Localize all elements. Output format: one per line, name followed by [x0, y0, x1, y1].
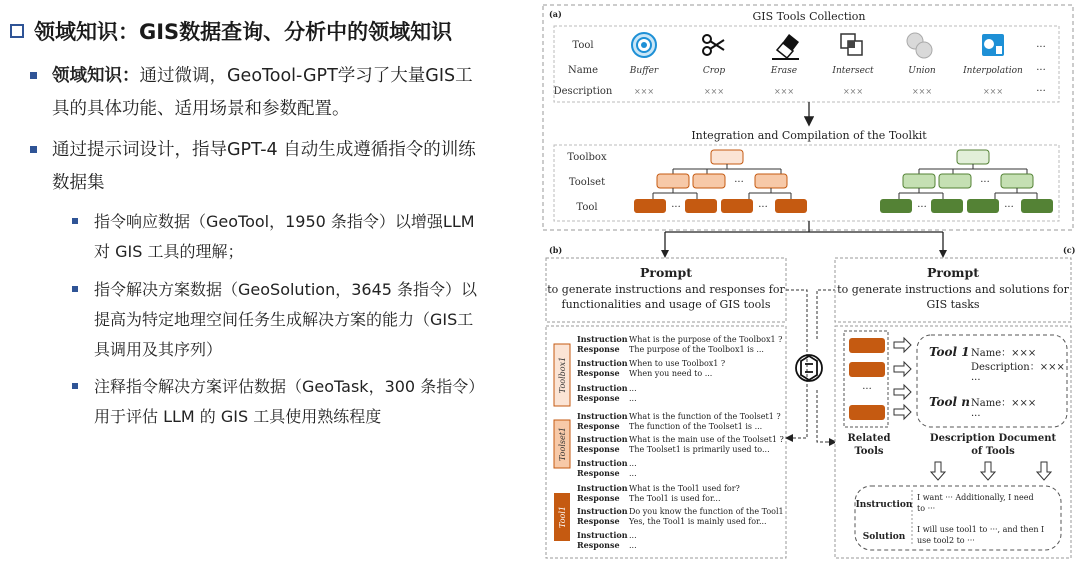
qa-response-label: Response: [577, 540, 620, 550]
tree-ellipsis: ···: [980, 177, 990, 188]
qa-response: ...: [629, 394, 637, 403]
related-tools-label-2: Tools: [854, 446, 884, 457]
tree-ellipsis: ···: [734, 177, 744, 188]
qa-response-label: Response: [577, 444, 620, 454]
bullet-label: 领域知识：: [52, 66, 140, 86]
qa-instruction-label: Instruction: [577, 383, 628, 393]
qa-instruction: When to use Toolbox1 ?: [629, 359, 726, 368]
related-tool-block: [849, 338, 885, 353]
square-bullet-icon: [72, 286, 78, 292]
doc-tool-n: Tool n: [929, 395, 971, 409]
panel-c-tag: (c): [1063, 245, 1076, 255]
side-label-toolset-text: Toolset1: [558, 426, 567, 462]
gpt-to-c-dashed: [817, 390, 829, 442]
qa-response-label: Response: [577, 393, 620, 403]
row-label-description: Description: [553, 86, 613, 97]
tools-collection-title: GIS Tools Collection: [752, 10, 866, 23]
qa-instruction: ...: [629, 531, 637, 540]
qa-response-label: Response: [577, 421, 620, 431]
tool-name-buffer: Buffer: [629, 66, 659, 76]
qa-response-label: Response: [577, 493, 620, 503]
doc-tool-1-ellipsis: ···: [971, 375, 981, 386]
side-label-toolbox-text: Toolbox1: [558, 356, 567, 394]
qa-instruction: What is the function of the Toolset1 ?: [629, 412, 781, 421]
tool-desc-union: ×××: [911, 87, 933, 96]
tree-ellipsis: ···: [758, 202, 768, 213]
tool-name-erase: Erase: [770, 66, 798, 76]
solution-label: Solution: [862, 532, 906, 542]
qa-response: The function of the Toolset1 is ...: [629, 422, 763, 431]
tool-desc-intersect: ×××: [842, 87, 864, 96]
panel-b-prompt-title: Prompt: [639, 265, 693, 280]
qa-response-label: Response: [577, 368, 620, 378]
qa-instruction-label: Instruction: [577, 434, 628, 444]
bullet-text: 通过提示词设计，指导GPT-4 自动生成遵循指令的训练数据集: [52, 140, 476, 193]
related-tool-block: [849, 362, 885, 377]
row-label-tool: Tool: [572, 40, 594, 51]
square-bullet-icon: [72, 383, 78, 389]
side-label-tool-text: Tool1: [558, 506, 567, 528]
solution-line-2: use tool2 to ···: [917, 536, 975, 545]
figure-svg: [537, 0, 1080, 567]
qa-instruction-label: Instruction: [577, 483, 628, 493]
tool-desc-crop: ×××: [703, 87, 725, 96]
tool-desc-erase: ×××: [773, 87, 795, 96]
solution-instruction-label: Instruction: [855, 500, 913, 510]
solution-line-1: I will use tool1 to ···, and then I: [917, 525, 1045, 534]
row-label-name: Name: [567, 65, 599, 76]
qa-response: The Toolset1 is primarily used to...: [629, 445, 770, 454]
tools-more-ellipsis: ···: [1036, 42, 1046, 53]
bullet-text: 通过微调，GeoTool-GPT学习了大量GIS工具的具体功能、适用场景和参数配置。: [52, 66, 473, 119]
desc-more-ellipsis: ···: [1036, 86, 1046, 97]
qa-response: ...: [629, 541, 637, 550]
doc-tool-1-description: Description：×××: [971, 362, 1065, 373]
qa-instruction-label: Instruction: [577, 358, 628, 368]
qa-response: ...: [629, 469, 637, 478]
qa-instruction-label: Instruction: [577, 411, 628, 421]
qa-response-label: Response: [577, 344, 620, 354]
qa-instruction-label: Instruction: [577, 458, 628, 468]
tool-desc-buffer: ×××: [633, 87, 655, 96]
qa-response-label: Response: [577, 516, 620, 526]
solution-instruction-line-2: to ···: [917, 504, 936, 513]
panel-c-prompt-line-1: to generate instructions and solutions for: [837, 283, 1069, 296]
sub-bullet-text: 指令解决方案数据（GeoSolution，3645 条指令）以提高为特定地理空间任务生成解决方案的能力（GIS工具调用及其序列）: [94, 280, 478, 359]
qa-instruction: What is the main use of the Toolset1 ?: [629, 435, 784, 444]
sub-bullet-text: 注释指令解决方案评估数据（GeoTask，300 条指令）用于评估 LLM 的 GIS 工具使用熟练程度: [94, 377, 485, 426]
desc-doc-label-1: Description Document: [929, 433, 1057, 444]
qa-instruction-label: Instruction: [577, 334, 628, 344]
tree-ellipsis: ···: [917, 202, 927, 213]
related-tool-block: [849, 405, 885, 420]
tree-label-toolbox: Toolbox: [567, 152, 607, 163]
tree-label-tool: Tool: [576, 202, 598, 213]
hollow-square-bullet-icon: [10, 24, 24, 38]
integration-title: Integration and Compilation of the Toolkit: [691, 129, 927, 142]
qa-instruction: ...: [629, 384, 637, 393]
qa-response: The purpose of the Toolbox1 is ...: [629, 345, 764, 354]
tool-name-interpolation: Interpolation: [963, 66, 1023, 76]
tree-ellipsis: ···: [1004, 202, 1014, 213]
qa-response: The Tool1 is used for...: [629, 494, 721, 503]
qa-instruction-label: Instruction: [577, 506, 628, 516]
qa-response: When you need to ...: [629, 369, 713, 378]
panel-c-prompt-line-2: GIS tasks: [926, 298, 980, 311]
openai-logo-icon: [796, 355, 822, 381]
geotool-figure: [537, 0, 1080, 567]
doc-tool-1-name: Name：×××: [971, 348, 1037, 359]
interpolation-icon: [982, 34, 1004, 56]
panel-a-tag: (a): [549, 9, 562, 19]
doc-tool-n-ellipsis: ···: [971, 411, 981, 422]
text-panel: [0, 0, 530, 567]
tool-name-union: Union: [908, 66, 936, 76]
qa-instruction: ...: [629, 459, 637, 468]
qa-instruction: What is the purpose of the Toolbox1 ?: [629, 335, 783, 344]
tool-name-crop: Crop: [702, 66, 726, 76]
tree-ellipsis: ···: [671, 202, 681, 213]
doc-tool-1: Tool 1: [929, 345, 970, 359]
panel-c-prompt-title: Prompt: [926, 265, 980, 280]
solution-instruction-line-1: I want ··· Additionally, I need: [917, 493, 1034, 502]
tree-label-toolset: Toolset: [568, 177, 606, 188]
square-bullet-icon: [72, 218, 78, 224]
panel-b-prompt-line-1: to generate instructions and responses for: [547, 283, 785, 296]
section-title: [10, 16, 452, 46]
square-bullet-icon: [30, 146, 37, 153]
names-more-ellipsis: ···: [1036, 65, 1046, 76]
panel-b-prompt-line-2: functionalities and usage of GIS tools: [561, 298, 771, 311]
desc-doc-label-2: of Tools: [971, 446, 1015, 457]
qa-instruction: Do you know the function of the Tool1: [629, 507, 784, 516]
doc-tool-n-name: Name：×××: [971, 398, 1037, 409]
sub-bullet-text: 指令响应数据（GeoTool，1950 条指令）以增强LLM对 GIS 工具的理解；: [94, 212, 475, 261]
panel-b-tag: (b): [549, 245, 563, 255]
tool-name-intersect: Intersect: [832, 66, 874, 76]
tool-desc-interpolation: ×××: [982, 87, 1004, 96]
qa-instruction: What is the Tool1 used for?: [629, 484, 740, 493]
qa-response: Yes, the Tool1 is mainly used for...: [629, 517, 767, 526]
section-title-text: 领域知识：GIS数据查询、分析中的领域知识: [34, 20, 453, 44]
related-tools-label-1: Related: [847, 433, 891, 444]
qa-response-label: Response: [577, 468, 620, 478]
branch-connector: [665, 221, 943, 254]
buffer-icon: [632, 33, 656, 57]
qa-instruction-label: Instruction: [577, 530, 628, 540]
related-tools-ellipsis: ···: [862, 384, 872, 395]
square-bullet-icon: [30, 72, 37, 79]
prompt-c-to-gpt-dashed: [817, 290, 836, 340]
